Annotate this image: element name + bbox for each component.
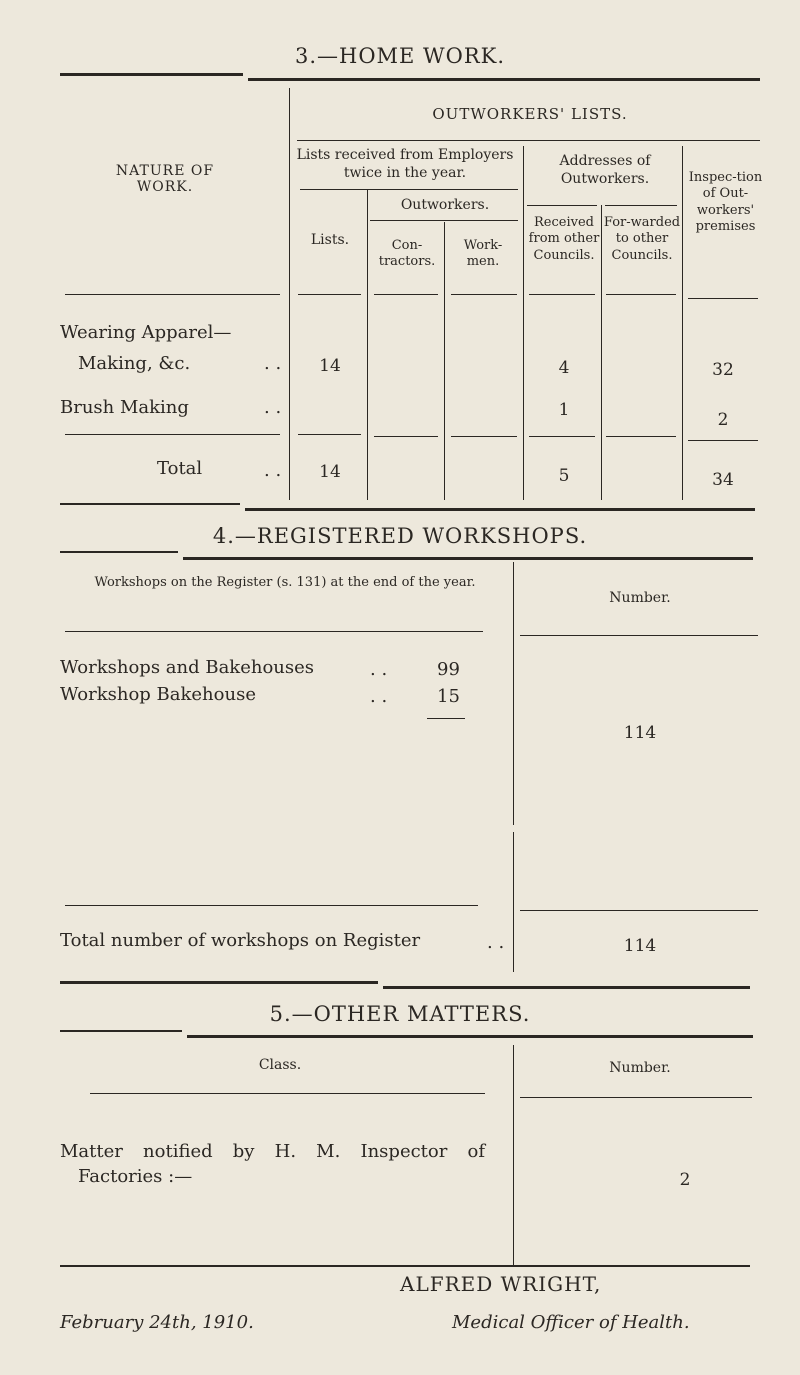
workmen-header: Work-men. xyxy=(463,238,503,270)
row-brush-making: Brush Making xyxy=(60,397,189,418)
workshop-bakehouse-label: Workshop Bakehouse xyxy=(60,684,256,705)
section5-title: 5.—OTHER MATTERS. xyxy=(269,1002,531,1026)
forwarded-header: For-warded to other Councils. xyxy=(603,215,681,263)
contractors-header: Con-tractors. xyxy=(378,238,436,270)
outworkers-lists-header: OUTWORKERS' LISTS. xyxy=(432,105,628,123)
lists-header: Lists. xyxy=(310,232,350,248)
cell-lists: 14 xyxy=(319,356,341,376)
leader-dots: . . xyxy=(487,932,505,953)
total-inspection: 34 xyxy=(712,470,734,490)
total-workshops-label: Total number of workshops on Register xyxy=(60,930,421,951)
workshops-bakehouses-label: Workshops and Bakehouses xyxy=(60,657,315,678)
leader-dots: . . xyxy=(370,659,388,680)
class-col-header: Class. xyxy=(258,1057,302,1073)
leader-dots: . . xyxy=(264,460,282,481)
leader-dots: . . xyxy=(264,353,282,374)
signature-name: ALFRED WRIGHT, xyxy=(400,1272,602,1296)
inspection-header: Inspec-tion of Out-workers' premises xyxy=(688,170,763,234)
leader-dots: . . xyxy=(264,397,282,418)
leader-dots: . . xyxy=(370,686,388,707)
matter-notified-value: 2 xyxy=(679,1170,691,1190)
lists-received-header: Lists received from Employers twice in the year. xyxy=(296,147,514,181)
cell-received: 1 xyxy=(558,400,570,420)
nature-of-work-header: NATURE OF WORK. xyxy=(115,163,215,195)
row-wearing-apparel-line1: Wearing Apparel— xyxy=(60,322,232,343)
workshop-bakehouse-value: 15 xyxy=(437,686,460,707)
section4-title: 4.—REGISTERED WORKSHOPS. xyxy=(212,524,588,548)
workshops-bakehouses-value: 99 xyxy=(437,659,460,680)
workshops-col-header: Workshops on the Register (s. 131) at the end of the year. xyxy=(94,575,476,590)
matter-notified-line2: Factories :— xyxy=(78,1166,193,1187)
number-col-header: Number. xyxy=(609,1060,671,1076)
outworkers-subheader: Outworkers. xyxy=(400,197,490,213)
total-label: Total xyxy=(157,458,203,479)
number-col-header: Number. xyxy=(609,590,671,606)
section3-title: 3.—HOME WORK. xyxy=(294,44,506,68)
cell-inspection: 32 xyxy=(712,360,734,380)
signature-date: February 24th, 1910. xyxy=(60,1312,254,1333)
total-workshops-value: 114 xyxy=(623,936,657,956)
signature-title: Medical Officer of Health. xyxy=(452,1312,690,1333)
workshops-subtotal: 114 xyxy=(623,723,657,743)
cell-inspection: 2 xyxy=(717,410,729,430)
total-received: 5 xyxy=(558,466,570,486)
addresses-header: Addresses of Outworkers. xyxy=(559,153,651,187)
total-lists: 14 xyxy=(319,462,341,482)
row-wearing-apparel-line2: Making, &c. xyxy=(78,353,191,374)
received-header: Received from other Councils. xyxy=(528,215,600,263)
matter-notified-line1: Matter notified by H. M. Inspector of xyxy=(60,1141,485,1162)
cell-received: 4 xyxy=(558,358,570,378)
